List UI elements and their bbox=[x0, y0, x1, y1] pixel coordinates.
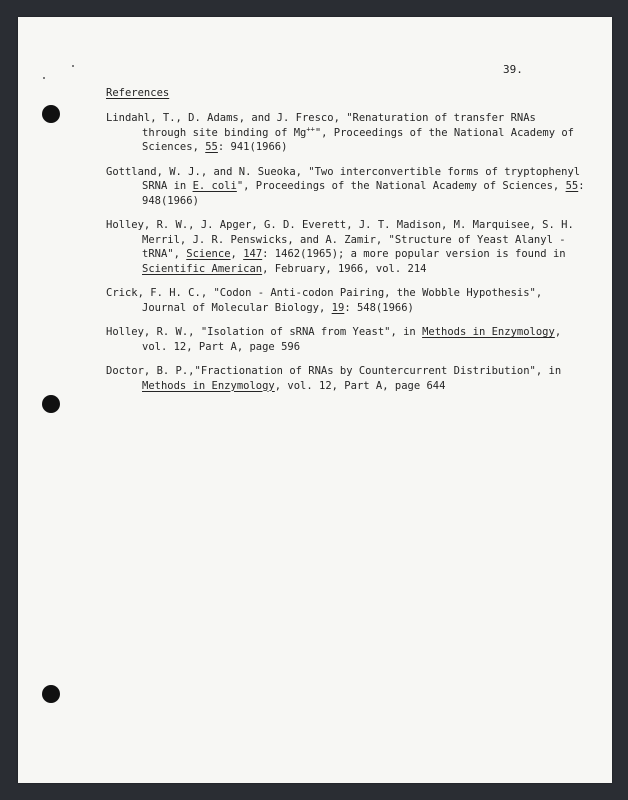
paper-speck bbox=[72, 65, 74, 67]
page-number: 39. bbox=[503, 63, 523, 76]
reference-item: Gottland, W. J., and N. Sueoka, "Two interconvertible forms of tryptophenyl SRNA in E. coli", Proceedings of the National Academy of Sciences, 55: 948(1966) bbox=[106, 165, 585, 207]
reference-item: Lindahl, T., D. Adams, and J. Fresco, "Renaturation of transfer RNAs through site binding of Mg++", Proceedings of the National Academy of Sciences, 55: 941(1966) bbox=[106, 112, 574, 153]
paper-speck bbox=[43, 77, 45, 79]
reference-item: Doctor, B. P.,"Fractionation of RNAs by Countercurrent Distribution", in Methods in Enzymology, vol. 12, Part A, page 644 bbox=[106, 365, 562, 392]
reference-list bbox=[106, 111, 586, 403]
punch-hole bbox=[42, 685, 60, 703]
reference-item: Holley, R. W., "Isolation of sRNA from Yeast", in Methods in Enzymology, vol. 12, Part A, page 596 bbox=[106, 326, 562, 353]
punch-hole bbox=[42, 105, 60, 123]
reference-item: Holley, R. W., J. Apger, G. D. Everett, J. T. Madison, M. Marquisee, S. H. Merril, J. R. Penswicks, and A. Zamir, "Structure of Yeast Alanyl - tRNA", Science, 147: 1462(1965); a more popular version is found in Scientific American, February, 1966, vol. 214 bbox=[106, 219, 574, 275]
reference-item: Crick, F. H. C., "Codon - Anti-codon Pairing, the Wobble Hypothesis", Journal of Molecular Biology, 19: 548(1966) bbox=[106, 287, 543, 314]
document-page bbox=[18, 17, 612, 783]
references-heading: References bbox=[106, 87, 170, 99]
punch-hole bbox=[42, 395, 60, 413]
